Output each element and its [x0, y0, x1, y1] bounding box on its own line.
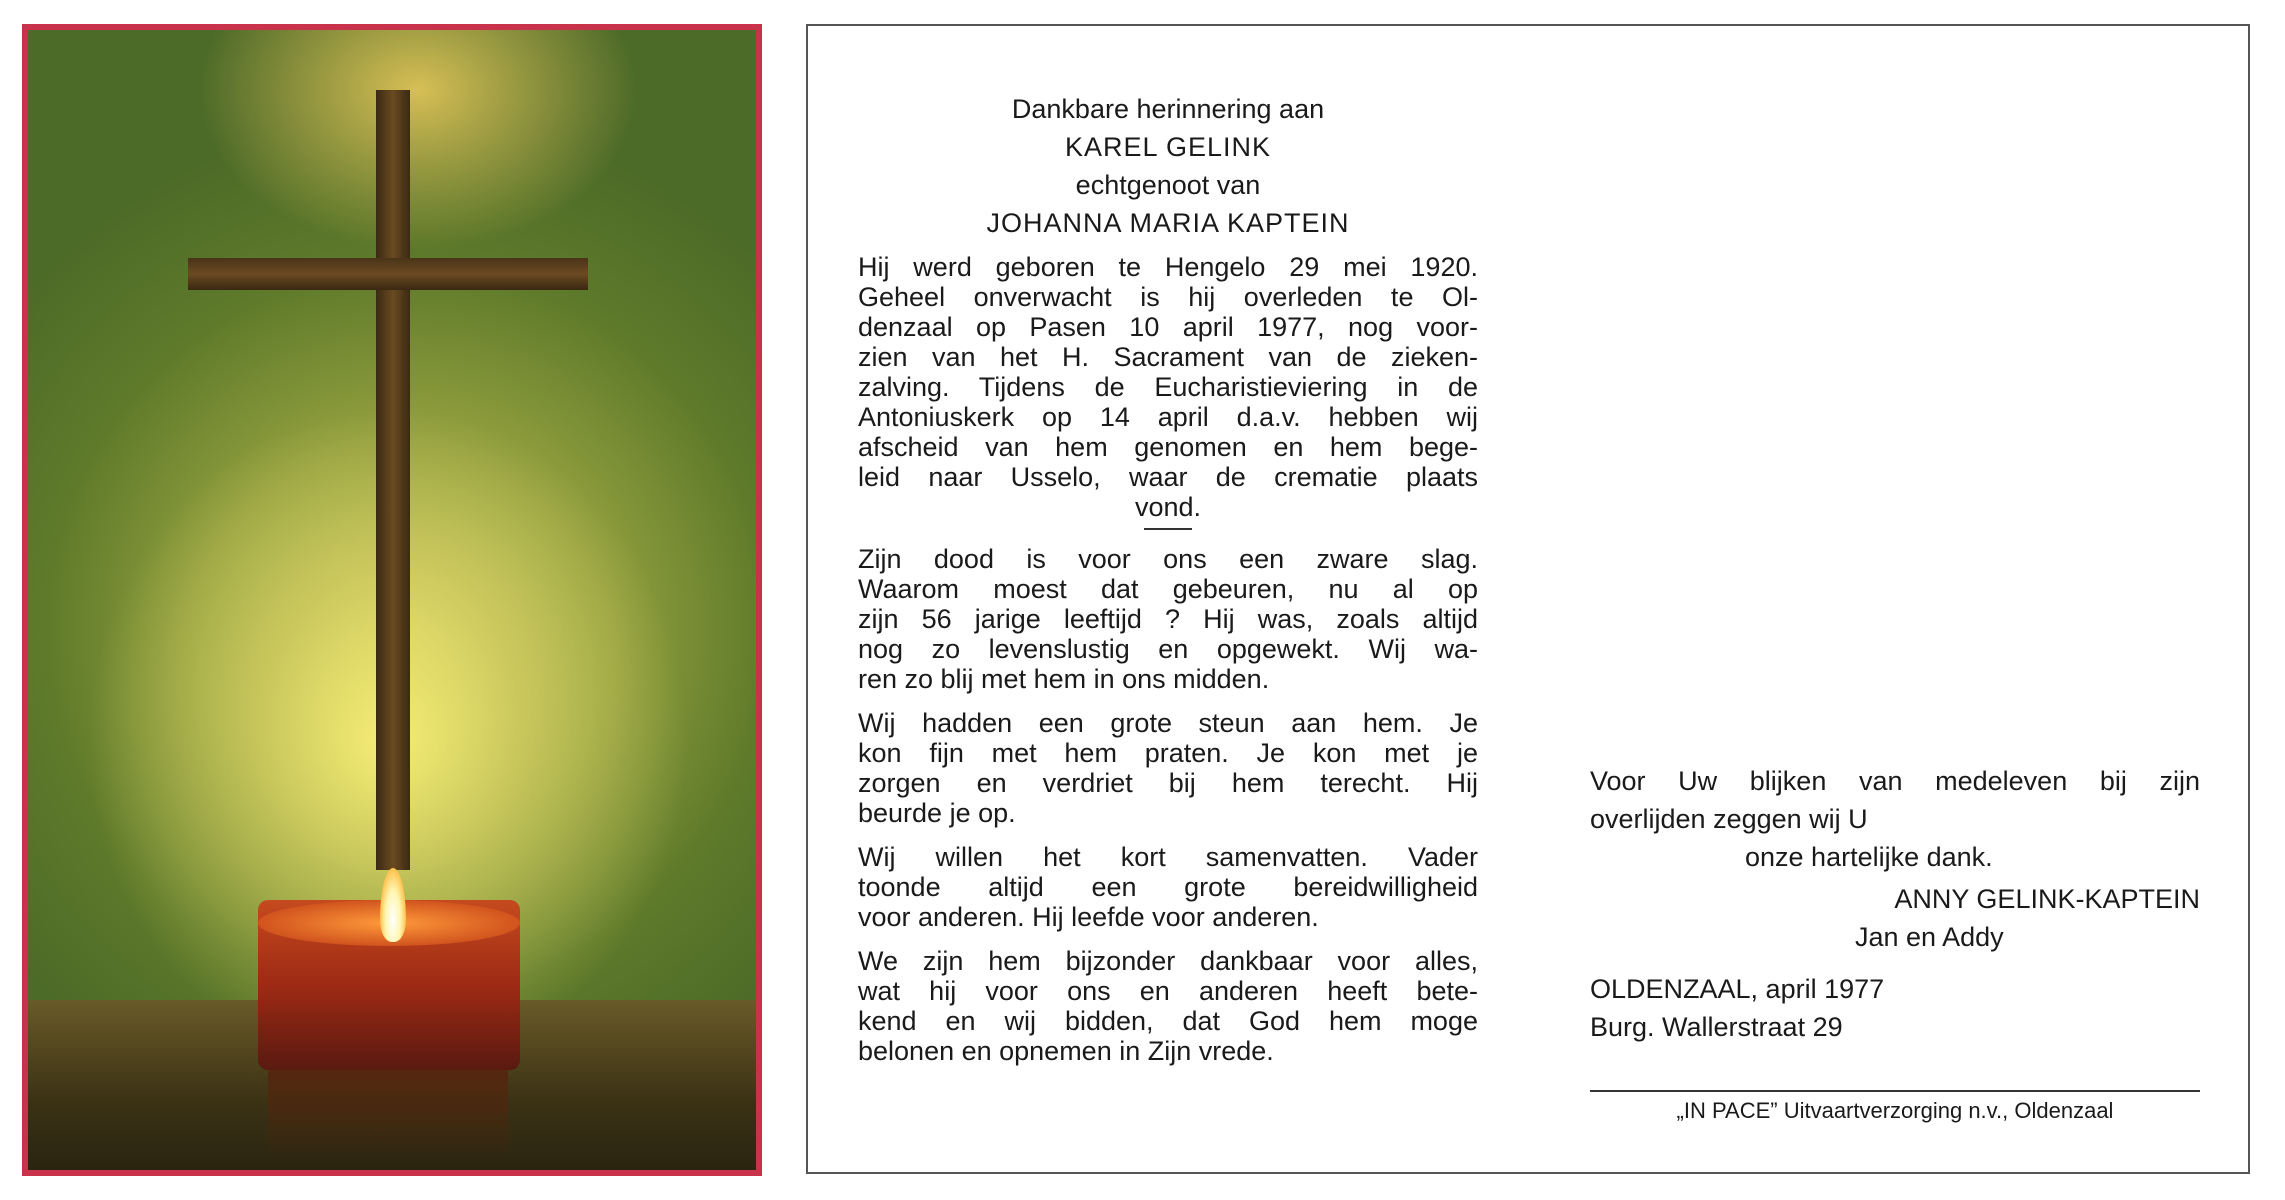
memorial-photo-card	[22, 24, 762, 1176]
deceased-name: KAREL GELINK	[1064, 132, 1272, 162]
memorial-paragraph	[858, 842, 1478, 932]
cross-candle-photo	[28, 30, 756, 1170]
bio-line: Antoniuskerk op 14 april d.a.v. hebben wij	[858, 402, 1478, 432]
signer-children: Jan en Addy	[1855, 922, 2004, 952]
thanks-line: overlijden zeggen wij U	[1590, 804, 1868, 834]
thanks-column	[1590, 762, 2200, 1046]
heading-spouse-intro: echtgenoot van	[1075, 170, 1261, 200]
paragraph-line: Wij hadden een grote steun aan hem. Je	[858, 708, 1478, 738]
memorial-paragraph	[858, 708, 1478, 828]
paragraph-line: kon fijn met hem praten. Je kon met je	[858, 738, 1478, 768]
bio-line: denzaal op Pasen 10 april 1977, nog voor-	[858, 312, 1478, 342]
paragraph-line-last: belonen en opnemen in Zijn vrede.	[858, 1036, 1274, 1066]
bio-line: Hij werd geboren te Hengelo 29 mei 1920.	[858, 252, 1478, 282]
spouse-name: JOHANNA MARIA KAPTEIN	[986, 208, 1350, 238]
signer-name: ANNY GELINK-KAPTEIN	[1894, 884, 2200, 914]
paragraph-line: zorgen en verdriet bij hem terecht. Hij	[858, 768, 1478, 798]
memorial-text-column	[858, 94, 1478, 1066]
thanks-line: onze hartelijke dank.	[1745, 842, 1993, 872]
cross-vertical-beam	[376, 90, 410, 870]
thanks-line: Voor Uw blijken van medeleven bij zijn	[1590, 766, 2200, 796]
paragraph-line-last: beurde je op.	[858, 798, 1016, 828]
address: Burg. Wallerstraat 29	[1590, 1012, 1843, 1042]
funeral-home-credit: „IN PACE” Uitvaartverzorging n.v., Oldenzaal	[1676, 1098, 2114, 1123]
paragraph-line: We zijn hem bijzonder dankbaar voor alles,	[858, 946, 1478, 976]
bio-line: afscheid van hem genomen en hem bege-	[858, 432, 1478, 462]
paragraph-line: wat hij voor ons en anderen heeft bete-	[858, 976, 1478, 1006]
section-divider	[1144, 528, 1192, 530]
bio-line: zalving. Tijdens de Eucharistieviering in de	[858, 372, 1478, 402]
heading-dedication: Dankbare herinnering aan	[1011, 94, 1325, 124]
paragraph-line: Wij willen het kort samenvatten. Vader	[858, 842, 1478, 872]
paragraph-line-last: ren zo blij met hem in ons midden.	[858, 664, 1270, 694]
bio-line: zien van het H. Sacrament van de zieken-	[858, 342, 1478, 372]
paragraph-line: zijn 56 jarige leeftijd ? Hij was, zoals altijd	[858, 604, 1478, 634]
paragraph-line: Waarom moest dat gebeuren, nu al op	[858, 574, 1478, 604]
bio-line-last: vond.	[1134, 492, 1202, 522]
bio-line: leid naar Usselo, waar de crematie plaats	[858, 462, 1478, 492]
paragraph-line-last: voor anderen. Hij leefde voor anderen.	[858, 902, 1319, 932]
cross-horizontal-beam	[188, 258, 588, 290]
memorial-paragraph	[858, 544, 1478, 694]
candle-flame-icon	[380, 868, 406, 942]
candle-reflection	[268, 1070, 508, 1160]
memorial-paragraph	[858, 946, 1478, 1066]
paragraph-line: toonde altijd een grote bereidwilligheid	[858, 872, 1478, 902]
place-date: OLDENZAAL, april 1977	[1590, 974, 1885, 1004]
footer-divider	[1590, 1090, 2200, 1092]
bio-line: Geheel onverwacht is hij overleden te Ol-	[858, 282, 1478, 312]
paragraph-line: kend en wij bidden, dat God hem moge	[858, 1006, 1478, 1036]
paragraph-line: Zijn dood is voor ons een zware slag.	[858, 544, 1478, 574]
paragraph-line: nog zo levenslustig en opgewekt. Wij wa-	[858, 634, 1478, 664]
bio-paragraph	[858, 252, 1478, 522]
